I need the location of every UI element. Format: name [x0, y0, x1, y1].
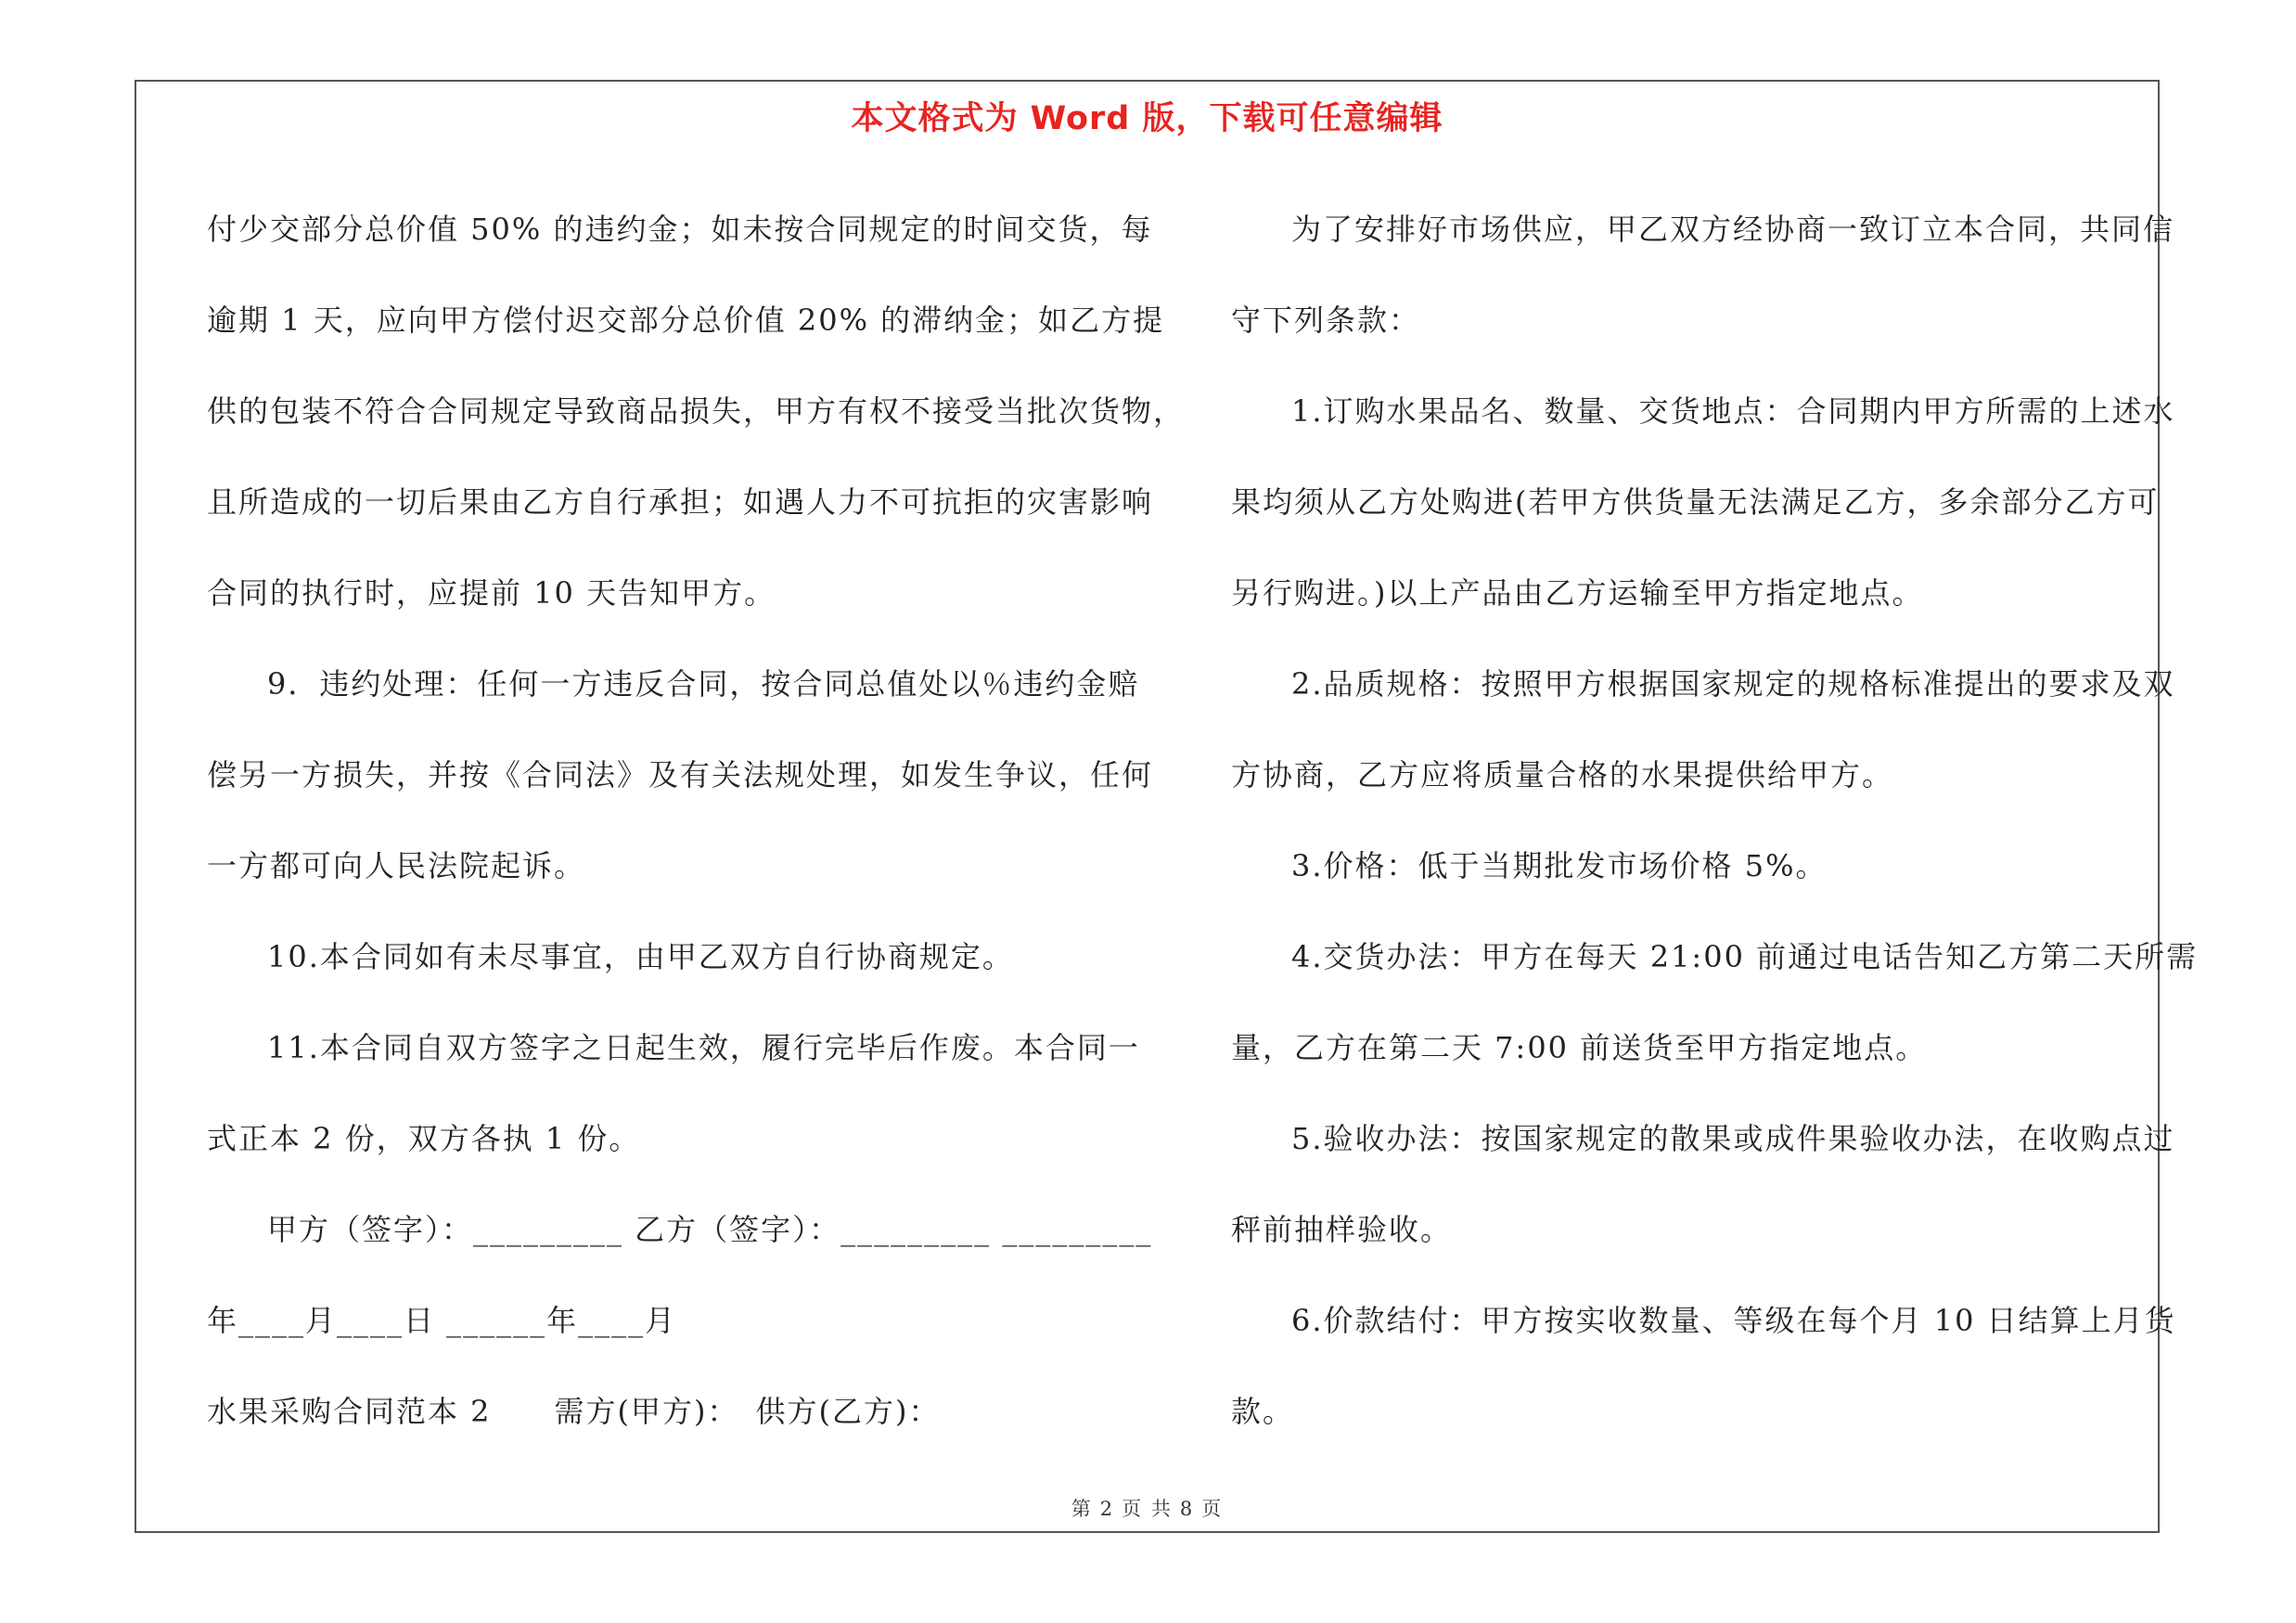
text-line: 2.品质规格：按照甲方根据国家规定的规格标准提出的要求及双 — [1291, 666, 2175, 702]
date-fields: 年____月____日 ______年____月 — [207, 1303, 677, 1338]
paragraph-clause-4 — [1231, 911, 2199, 1093]
signature-fields: 甲方（签字）：_________ 乙方（签字）：_________ _________ — [267, 1212, 1153, 1247]
text-line: 付少交部分总价值 50% 的违约金；如未按合同规定的时间交货，每 — [207, 212, 1153, 247]
paragraph-clause-1 — [1231, 366, 2175, 638]
paragraph-penalty-clause — [207, 184, 1186, 638]
paragraph-clause-6 — [1231, 1275, 2176, 1457]
text-line: 果均须从乙方处购进(若甲方供货量无法满足乙方，多余部分乙方可 — [1231, 484, 2160, 520]
contract-sample-title: 水果采购合同范本 2 需方(甲方)： 供方(乙方)： — [207, 1394, 941, 1429]
text-line: 一方都可向人民法院起诉。 — [207, 848, 586, 883]
text-line: 为了安排好市场供应，甲乙双方经协商一致订立本合同，共同信 — [1291, 212, 2175, 247]
text-line: 式正本 2 份，双方各执 1 份。 — [207, 1121, 641, 1156]
paragraph-clause-9 — [207, 638, 1154, 911]
text-line: 合同的执行时，应提前 10 天告知甲方。 — [207, 575, 776, 611]
text-line: 11.本合同自双方签字之日起生效，履行完毕后作废。本合同一 — [267, 1030, 1140, 1065]
current-page-number: 2 — [1099, 1498, 1115, 1520]
text-line: 供的包装不符合合同规定导致商品损失，甲方有权不接受当批次货物， — [207, 393, 1186, 429]
footer-middle: 页 共 — [1122, 1498, 1173, 1520]
date-line — [207, 1275, 1135, 1366]
text-line: 逾期 1 天，应向甲方偿付迟交部分总价值 20% 的滞纳金；如乙方提 — [207, 303, 1165, 338]
left-column — [207, 184, 1186, 1457]
text-line: 秤前抽样验收。 — [1231, 1212, 1453, 1247]
text-line: 10.本合同如有未尽事宜，由甲乙双方自行协商规定。 — [267, 939, 1014, 974]
total-pages-number: 8 — [1179, 1498, 1195, 1520]
paragraph-clause-10 — [207, 911, 1135, 1002]
text-line: 偿另一方损失，并按《合同法》及有关法规处理，如发生争议，任何 — [207, 757, 1154, 792]
text-line: 量，乙方在第二天 7:00 前送货至甲方指定地点。 — [1231, 1030, 1928, 1065]
text-line: 守下列条款： — [1231, 303, 1421, 338]
text-line: 1.订购水果品名、数量、交货地点：合同期内甲方所需的上述水 — [1291, 393, 2175, 429]
text-line: 9．违约处理：任何一方违反合同，按合同总值处以％违约金赔 — [267, 666, 1140, 702]
page-number-footer — [136, 1494, 2158, 1522]
paragraph-clause-3 — [1231, 820, 2149, 911]
text-line: 方协商，乙方应将质量合格的水果提供给甲方。 — [1231, 757, 1894, 792]
footer-suffix: 页 — [1201, 1498, 1224, 1520]
paragraph-preamble — [1231, 184, 2175, 366]
text-line: 6.价款结付：甲方按实收数量、等级在每个月 10 日结算上月货 — [1291, 1303, 2176, 1338]
right-column — [1231, 184, 2199, 1457]
text-line: 另行购进。)以上产品由乙方运输至甲方指定地点。 — [1231, 575, 1924, 611]
format-banner: 本文格式为 Word 版，下载可任意编辑 — [851, 100, 1443, 137]
footer-prefix: 第 — [1071, 1498, 1093, 1520]
text-line: 且所造成的一切后果由乙方自行承担；如遇人力不可抗拒的灾害影响 — [207, 484, 1154, 520]
text-line: 4.交货办法：甲方在每天 21:00 前通过电话告知乙方第二天所需 — [1291, 939, 2199, 974]
paragraph-clause-2 — [1231, 638, 2175, 820]
sample-title-line — [207, 1366, 1135, 1457]
signature-line — [207, 1184, 1153, 1275]
paragraph-clause-11 — [207, 1002, 1140, 1184]
document-page — [135, 80, 2199, 1533]
text-line: 款。 — [1231, 1394, 1295, 1429]
paragraph-clause-5 — [1231, 1093, 2175, 1275]
text-line: 5.验收办法：按国家规定的散果或成件果验收办法，在收购点过 — [1291, 1121, 2175, 1156]
text-line: 3.价格：低于当期批发市场价格 5%。 — [1291, 848, 1828, 883]
